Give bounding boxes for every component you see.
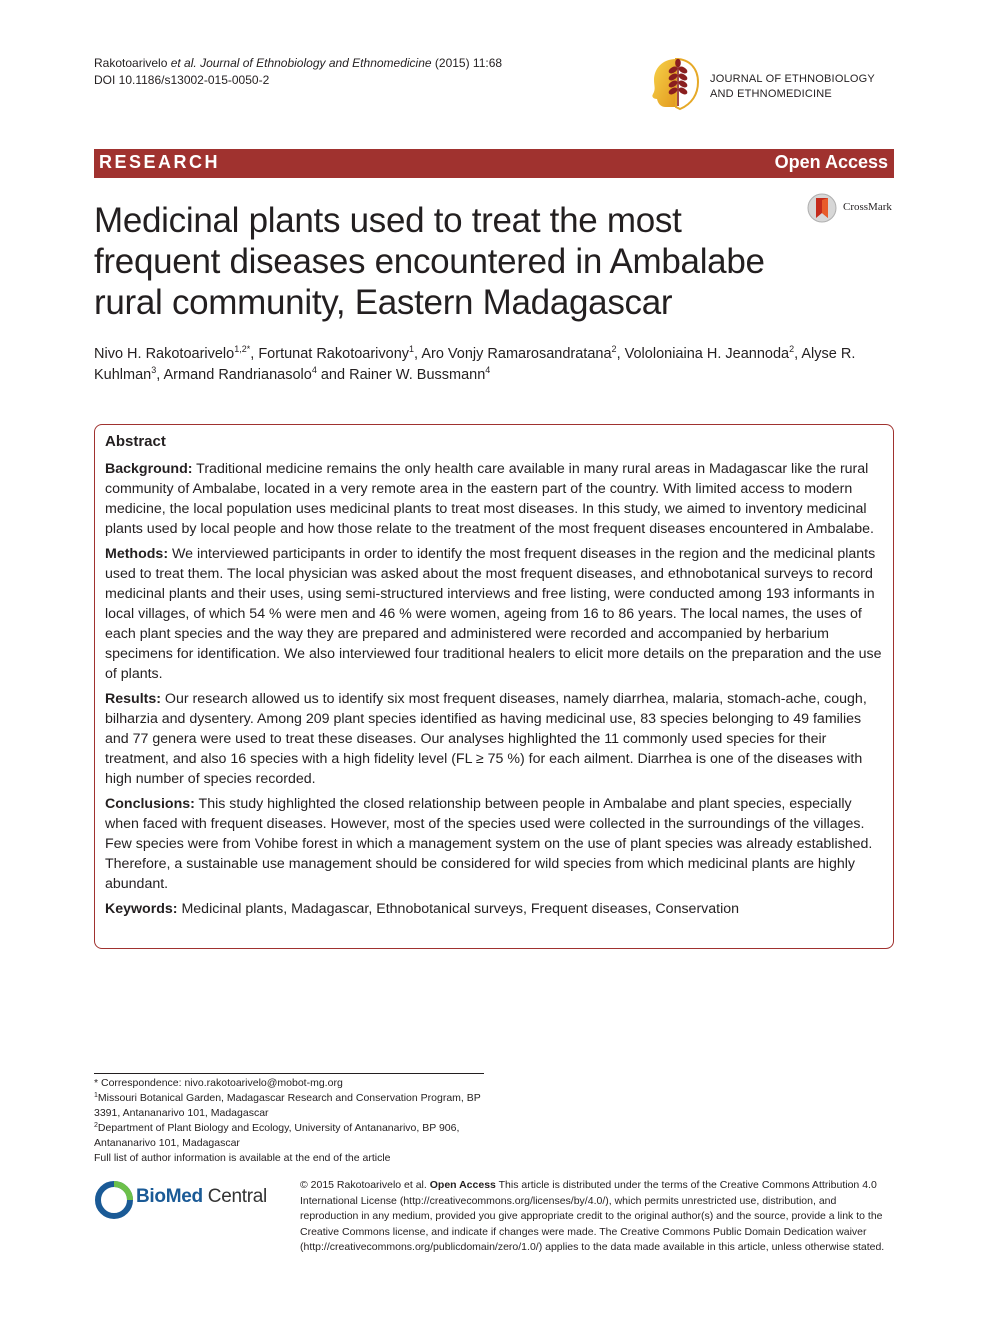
journal-name (710, 72, 875, 102)
author-name: Armand Randrianasolo (163, 367, 312, 383)
crossmark-badge[interactable] (806, 192, 898, 224)
license-statement (300, 1178, 894, 1256)
citation-authors: Rakotoarivelo (94, 56, 171, 70)
crossmark-label: CrossMark (843, 201, 892, 213)
biomed-central-logo[interactable] (94, 1180, 284, 1220)
affiliation-2 (94, 1121, 484, 1151)
journal-name-line1: JOURNAL OF ETHNOBIOLOGY (710, 73, 875, 85)
license-open-access: Open Access (429, 1179, 496, 1191)
author-name: Rainer W. Bussmann (349, 367, 486, 383)
abstract-section-heading: Keywords: (105, 901, 178, 917)
affiliation-1-text: Missouri Botanical Garden, Madagascar Research and Conservation Program, BP 3391, Antananarivo 101, Madagascar (94, 1092, 481, 1119)
license-copyright: © 2015 Rakotoarivelo et al. (300, 1179, 430, 1191)
abstract-section-text: This study highlighted the closed relationship between people in Ambalabe and plant species, especially when faced with frequent diseases. However, most of the species used were collected in the surroundings of the villages. Few species were from Vohibe forest in which a management system on the use of plant species was already established. Therefore, a sustainable use management should be considered for wild species from which medicinal plants are highly abundant. (105, 796, 873, 892)
footnotes (94, 1073, 484, 1166)
abstract-section (105, 544, 883, 684)
abstract-section (105, 794, 883, 894)
author-affiliation-sup: 2 (611, 344, 617, 354)
journal-name-line2: AND ETHNOMEDICINE (710, 88, 832, 100)
author-name: Aro Vonjy Ramarosandratana (421, 346, 612, 362)
journal-logo (646, 56, 896, 112)
citation-etal: et al. (170, 56, 197, 70)
abstract-title: Abstract (105, 433, 166, 450)
abstract-section-heading: Results: (105, 691, 161, 707)
author-affiliation-sup: 4 (485, 365, 491, 375)
abstract-section-text: Medicinal plants, Madagascar, Ethnobotanical surveys, Frequent diseases, Conservation (177, 901, 740, 917)
affiliation-2-sup: 2 (94, 1122, 98, 1129)
abstract-section-text: Traditional medicine remains the only health care available in many rural areas in Madagascar like the rural community of Ambalabe, located in a very remote area in the eastern part of the country. With limited access to modern medicine, the local population uses medicinal plants to treat most diseases. In this study, we aimed to inventory medicinal plants used by local people and how those relate to the treatment of the most frequent diseases encountered in Ambalabe. (105, 461, 874, 537)
author-separator: , (250, 346, 259, 362)
abstract-body (105, 459, 883, 919)
author-name: Vololoniaina H. Jeannoda (624, 346, 790, 362)
publisher-name-bold: BioMed (136, 1186, 203, 1207)
citation-year-volume: (2015) 11:68 (431, 56, 503, 70)
abstract-box (94, 424, 894, 949)
citation-line (94, 55, 502, 72)
journal-wheat-head-icon (646, 56, 702, 112)
author-separator: , (414, 346, 422, 362)
abstract-section-text: Our research allowed us to identify six most frequent diseases, namely diarrhea, malaria, stomach-ache, cough, bilharzia and dysentery. Among 209 plant species identified as having medicinal use, 83 species belonging to 49 families and 77 genera were used to treat these diseases. Our analyses highlighted the 11 commonly used species for their treatment, and also 16 species with a high fidelity level (FL ≥ 75 %) for each ailment. Diarrhea is one of the diseases with high number of species recorded. (105, 691, 867, 787)
article-title: Medicinal plants used to treat the most frequent diseases encountered in Ambalabe rural community, Eastern Madagascar (94, 201, 765, 322)
publisher-name-light: Central (202, 1186, 267, 1207)
license-text: This article is distributed under the terms of the Creative Commons Attribution 4.0 International License (http://creativecommons.org/licenses/by/4.0/), which permits unrestricted use, distribution, and reproduction in any medium, provided you give appropriate credit to the original author(s) and the source, provide a link to the Creative Commons license, and indicate if changes were made. The Creative Commons Public Domain Dedication waiver (http://creativecommons.org/publicdomain/zero/1.0/) applies to the data made available in this article, unless otherwise stated. (300, 1179, 885, 1253)
abstract-section-heading: Conclusions: (105, 796, 195, 812)
abstract-section-heading: Background: (105, 461, 193, 477)
open-access-label: Open Access (774, 152, 888, 172)
abstract-section-text: We interviewed participants in order to identify the most frequent diseases in the region and the medicinal plants used to treat them. The local physician was asked about the most frequent diseases, and ethnobotanical surveys to record medicinal plants and their uses, using semi-structured interviews and free listing, were conducted among 193 informants in local villages, of which 54 % were men and 46 % were women, ageing from 16 to 86 years. The local names, the uses of each plant species and the way they are prepared and administered were recorded and accompanied by herbarium specimens for identification. We also interviewed four traditional healers to elicit more details on the preparation and the use of plants. (105, 546, 882, 682)
author-name: Nivo H. Rakotoarivelo (94, 346, 235, 362)
author-name: Alyse R. Kuhlman (94, 346, 856, 383)
author-affiliation-sup: 1 (409, 344, 415, 354)
author-name: Fortunat Rakotoarivony (258, 346, 410, 362)
author-separator: and (316, 367, 350, 383)
biomed-central-wordmark (136, 1186, 267, 1208)
affiliation-1-sup: 1 (94, 1092, 98, 1099)
author-affiliation-sup: 4 (311, 365, 317, 375)
abstract-section (105, 899, 883, 919)
author-separator: , (156, 367, 164, 383)
abstract-section-heading: Methods: (105, 546, 169, 562)
author-affiliation-sup: 1,2* (234, 344, 251, 354)
affiliation-1 (94, 1091, 484, 1121)
article-type-banner (94, 149, 894, 178)
author-affiliation-sup: 2 (789, 344, 795, 354)
affiliation-2-text: Department of Plant Biology and Ecology, University of Antananarivo, BP 906, Antananarivo 101, Madagascar (94, 1122, 460, 1149)
citation-header (94, 55, 502, 89)
author-list (94, 344, 894, 386)
doi[interactable]: DOI 10.1186/s13002-015-0050-2 (94, 73, 270, 87)
author-affiliation-sup: 3 (151, 365, 157, 375)
abstract-section (105, 459, 883, 539)
correspondence: * Correspondence: nivo.rakotoarivelo@mobot-mg.org (94, 1077, 343, 1089)
author-separator: , (616, 346, 625, 362)
abstract-section (105, 689, 883, 789)
citation-journal: Journal of Ethnobiology and Ethnomedicine (196, 56, 432, 70)
author-info-note: Full list of author information is available at the end of the article (94, 1152, 391, 1164)
biomed-central-icon (94, 1180, 134, 1220)
author-separator: , (794, 346, 802, 362)
article-type-label: RESEARCH (99, 152, 221, 172)
